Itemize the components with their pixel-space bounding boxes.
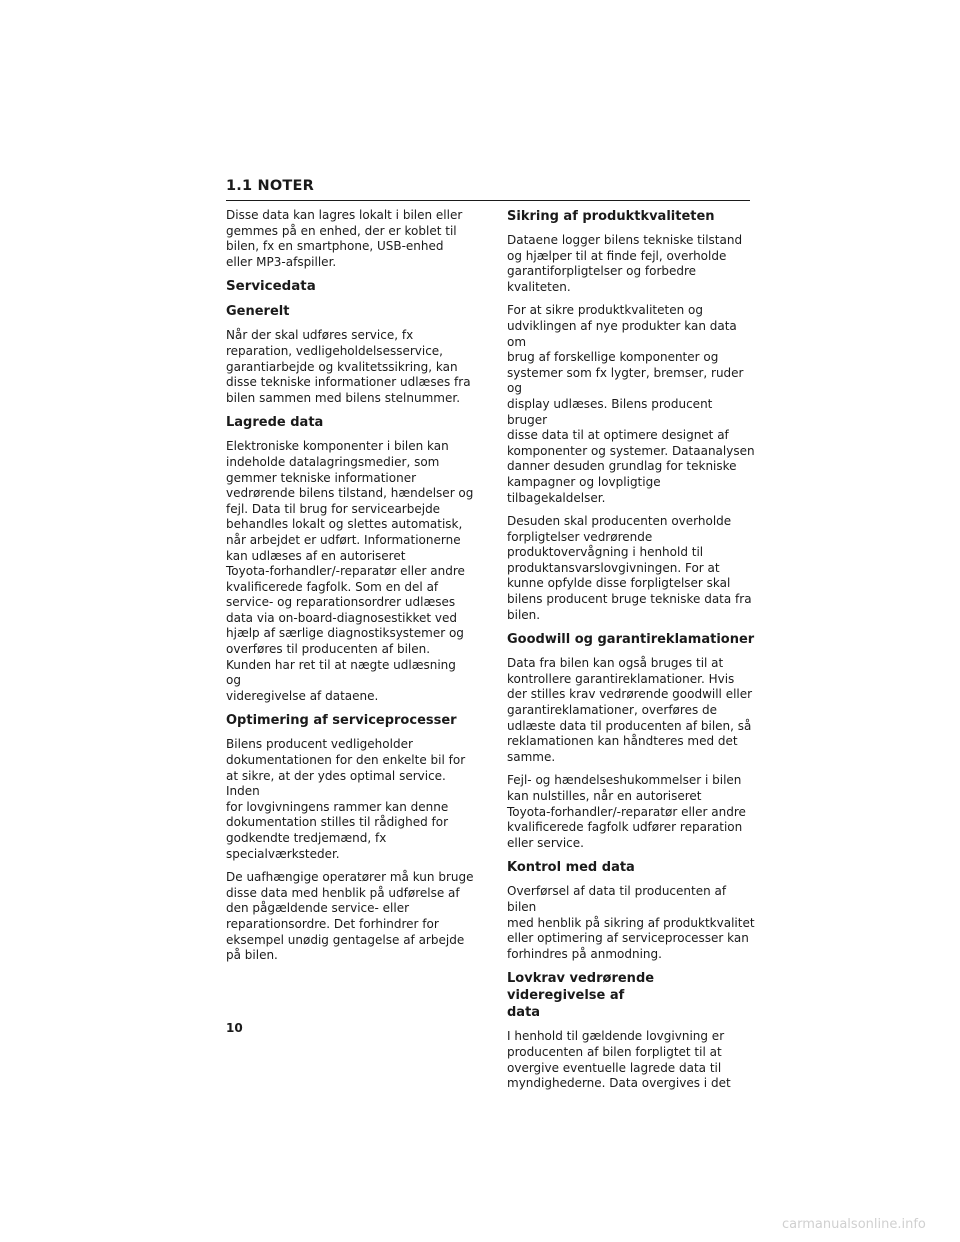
section-title: 1.1 NOTER (226, 178, 314, 194)
generelt-heading: Generelt (226, 304, 290, 320)
lagrede-data-paragraph: Elektroniske komponenter i bilen kan indeholde datalagringsmedier, som gemmer tekniske informationer vedrørende bilens tilstand, hændelser og fejl. Data til brug for servicearbejde behandles lokalt og slettes automatisk, når arbejdet er udført. Informationerne kan udlæses af en autoriseret Toyota-forhandler/-reparatør eller andre kvalificerede fagfolk. Som en del af service- og reparationsordrer udlæses data via on-board-diagnosestikket ved hjælp af særlige diagnostiksystemer og overføres til producenten af bilen. Kunden har ret til at nægte udlæsning og videregivelse af dataene. (226, 439, 474, 703)
lovkrav-heading: Lovkrav vedrørende videregivelse af data (507, 971, 655, 1021)
left-column (226, 208, 474, 972)
goodwill-paragraph-2: Fejl- og hændelseshukommelser i bilen kan nulstilles, når en autoriseret Toyota-forhandler/-reparatør eller andre kvalificerede fagfolk udfører reparation eller service. (507, 773, 746, 850)
right-column (507, 208, 755, 1100)
sikring-paragraph-2: For at sikre produktkvaliteten og udviklingen af nye produkter kan data om brug af forskellige komponenter og systemer som fx lygter, bremser, ruder og display udlæses. Bilens producent bruger disse data til at optimere designet af komponenter og systemer. Dataanalysen danner desuden grundlag for tekniske kampagner og lovpligtige tilbagekaldelser. (507, 303, 755, 505)
optimering-heading: Optimering af serviceprocesser (226, 713, 457, 729)
sikring-heading: Sikring af produktkvaliteten (507, 209, 715, 224)
sikring-paragraph-3: Desuden skal producenten overholde forpligtelser vedrørende produktovervågning i henhold til produktansvarslovgivningen. For at kunne opfylde disse forpligtelser skal bilens producent bruge tekniske data fra bilen. (507, 514, 752, 622)
page-number: 10 (226, 1021, 243, 1035)
goodwill-heading: Goodwill og garantireklamationer (507, 632, 755, 648)
lovkrav-paragraph: I henhold til gældende lovgivning er producenten af bilen forpligtet til at overgive eventuelle lagrede data til myndighederne. Data overgives i det (507, 1029, 731, 1091)
sikring-paragraph-1: Dataene logger bilens tekniske tilstand og hjælper til at finde fejl, overholde garantiforpligtelser og forbedre kvaliteten. (507, 233, 743, 294)
watermark-text: carmanualsonline.info (782, 1217, 926, 1232)
lagrede-data-heading: Lagrede data (226, 415, 324, 431)
page-header (226, 178, 750, 201)
servicedata-heading: Servicedata (226, 279, 316, 295)
kontrol-heading: Kontrol med data (507, 860, 635, 876)
optimering-paragraph-2: De uafhængige operatører må kun bruge disse data med henblik på udførelse af den pågældende service- eller reparationsordre. Det forhindrer for eksempel unødig gentagelse af arbejde på bilen. (226, 870, 474, 963)
kontrol-paragraph: Overførsel af data til producenten af bilen med henblik på sikring af produktkvalitet eller optimering af serviceprocesser kan forhindres på anmodning. (507, 884, 755, 961)
optimering-paragraph-1: Bilens producent vedligeholder dokumentationen for den enkelte bil for at sikre, at der ydes optimal service. Inden for lovgivningens rammer kan denne dokumentation stilles til rådighed for godkendte tredjemænd, fx specialværksteder. (226, 737, 466, 861)
generelt-paragraph: Når der skal udføres service, fx reparation, vedligeholdelsesservice, garantiarbejde og kvalitetssikring, kan disse tekniske informationer udlæses fra bilen sammen med bilens stelnummer. (226, 328, 471, 405)
goodwill-paragraph-1: Data fra bilen kan også bruges til at kontrollere garantireklamationer. Hvis der stilles krav vedrørende goodwill eller garantireklamationer, overføres de udlæste data til producenten af bilen, så reklamationen kan håndteres med det samme. (507, 656, 753, 764)
intro-paragraph: Disse data kan lagres lokalt i bilen eller gemmes på en enhed, der er koblet til bilen, fx en smartphone, USB-enhed eller MP3-afspiller. (226, 208, 463, 269)
